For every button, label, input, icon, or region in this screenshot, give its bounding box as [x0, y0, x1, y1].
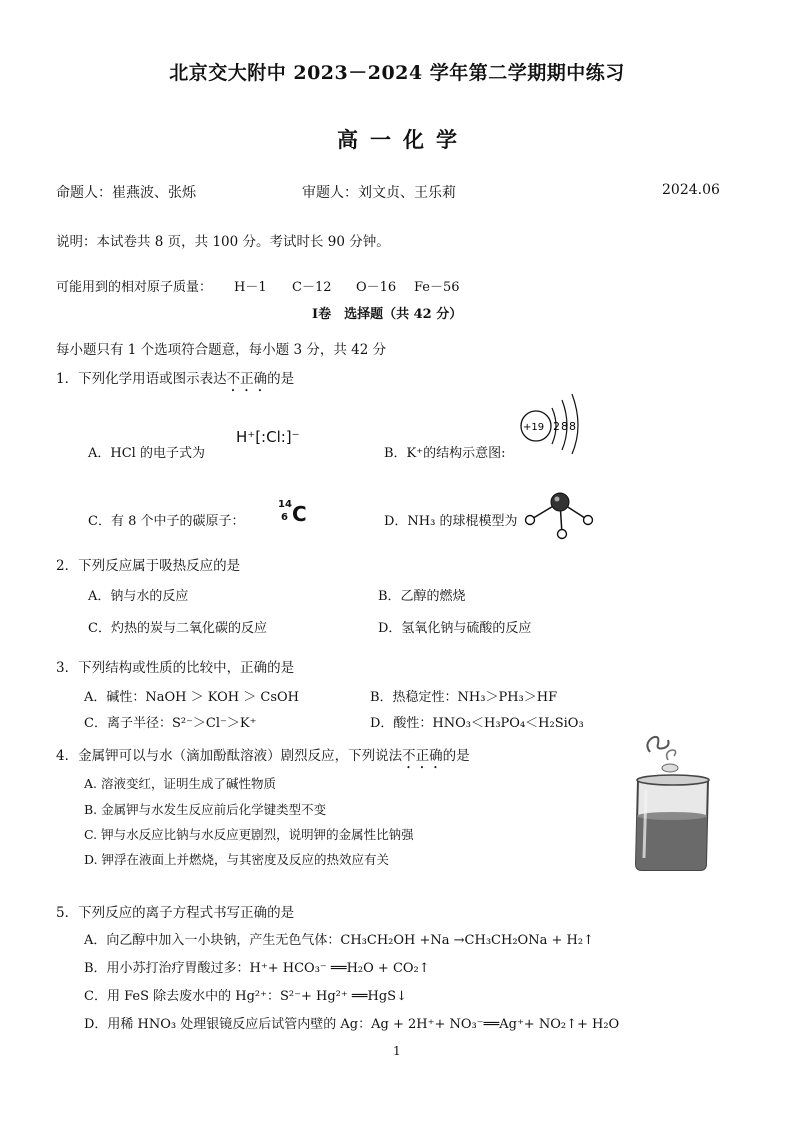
- question-2-option-c: C．灼热的炭与二氧化碳的反应: [88, 621, 267, 636]
- question-3-option-b: B．热稳定性：NH₃＞PH₃＞HF: [370, 690, 558, 705]
- question-4-stem-post: 的是: [442, 748, 470, 764]
- exam-title: 北京交大附中 2023－2024 学年第二学期期中练习: [169, 62, 625, 84]
- question-4-stem-pre: 4．金属钾可以与水（滴加酚酞溶液）剧烈反应，下列说法: [56, 748, 403, 764]
- question-4-option-d: D. 钾浮在液面上并燃烧，与其密度及反应的热效应有关: [84, 852, 390, 867]
- question-2-option-d: D．氢氧化钠与硫酸的反应: [378, 621, 532, 636]
- beaker-potassium-water-photo: [628, 730, 718, 872]
- question-3-option-d: D．酸性：HNO₃＜H₃PO₄＜H₂SiO₃: [370, 716, 584, 731]
- authors: 命题人：崔燕波、张烁: [56, 185, 196, 201]
- question-2-stem: 2．下列反应属于吸热反应的是: [56, 558, 241, 574]
- question-1-stem: [56, 367, 294, 395]
- question-2-option-b: B．乙醇的燃烧: [378, 589, 466, 604]
- exam-date: 2024.06: [662, 182, 720, 198]
- question-5-option-b: B．用小苏打治疗胃酸过多：H⁺+ HCO₃⁻ ══H₂O + CO₂↑: [84, 961, 430, 976]
- atomic-mass-c: C－12: [292, 280, 332, 295]
- question-2-option-a: A．钠与水的反应: [88, 589, 189, 604]
- atomic-mass-o: O－16: [356, 280, 397, 295]
- k-shell-electrons: 288: [553, 420, 577, 433]
- question-1-option-a: A．HCl 的电子式为: [88, 446, 205, 461]
- carbon-14-nuclide: [276, 499, 316, 529]
- question-1-option-d: D．NH₃ 的球棍模型为: [384, 514, 518, 529]
- question-5-option-a: A．向乙醇中加入一小块钠，产生无色气体：CH₃CH₂OH +Na →CH₃CH₂ONa + H₂↑: [84, 933, 594, 948]
- k-nucleus-label: +19: [523, 422, 545, 433]
- instructions: 说明：本试卷共 8 页，共 100 分。考试时长 90 分钟。: [56, 234, 390, 250]
- reviewers: 审题人：刘文贞、王乐莉: [302, 185, 456, 201]
- subject-title: 高一化学: [337, 127, 469, 152]
- question-4-option-a: A. 溶液变红，证明生成了碱性物质: [84, 776, 276, 791]
- atomic-masses-label: 可能用到的相对原子质量：: [56, 280, 213, 295]
- atomic-mass-fe: Fe－56: [414, 280, 460, 295]
- section-note: 每小题只有 1 个选项符合题意，每小题 3 分，共 42 分: [56, 342, 387, 358]
- carbon-symbol: C: [292, 502, 307, 526]
- potassium-ion-structure-diagram: [516, 386, 588, 454]
- section-title: I卷 选择题（共 42 分）: [312, 307, 463, 322]
- question-4-option-c: C. 钾与水反应比钠与水反应更剧烈，说明钾的金属性比钠强: [84, 827, 414, 842]
- hcl-electron-formula: H⁺[:Cl:]⁻: [236, 428, 300, 446]
- question-1-option-b: B．K⁺的结构示意图:: [384, 446, 506, 461]
- question-4-stem-emph: 不正确: [402, 748, 443, 764]
- question-1-stem-emph: 不正确: [226, 371, 268, 387]
- carbon-atomic-number: 6: [281, 512, 288, 523]
- question-1-stem-post: 的是: [267, 371, 295, 387]
- question-3-option-a: A．碱性：NaOH ＞ KOH ＞ CsOH: [84, 690, 300, 705]
- question-1-option-c: C．有 8 个中子的碳原子：: [88, 514, 245, 529]
- carbon-mass-number: 14: [278, 499, 292, 510]
- atomic-mass-h: H－1: [234, 280, 267, 295]
- page-number: 1: [393, 1044, 401, 1058]
- question-1-stem-pre: 1．下列化学用语或图示表达: [56, 371, 227, 387]
- question-4-stem: [56, 744, 470, 772]
- question-5-option-d: D．用稀 HNO₃ 处理银镜反应后试管内壁的 Ag：Ag + 2H⁺+ NO₃⁻══Ag⁺+ NO₂↑+ H₂O: [84, 1017, 620, 1032]
- question-3-stem: 3．下列结构或性质的比较中，正确的是: [56, 660, 295, 676]
- nh3-ball-stick-model: [520, 488, 600, 544]
- question-5-option-c: C．用 FeS 除去废水中的 Hg²⁺：S²⁻+ Hg²⁺ ══HgS↓: [84, 989, 407, 1004]
- question-5-stem: 5．下列反应的离子方程式书写正确的是: [56, 905, 295, 921]
- question-3-option-c: C．离子半径：S²⁻＞Cl⁻＞K⁺: [84, 716, 257, 731]
- question-4-option-b: B. 金属钾与水发生反应前后化学键类型不变: [84, 802, 327, 817]
